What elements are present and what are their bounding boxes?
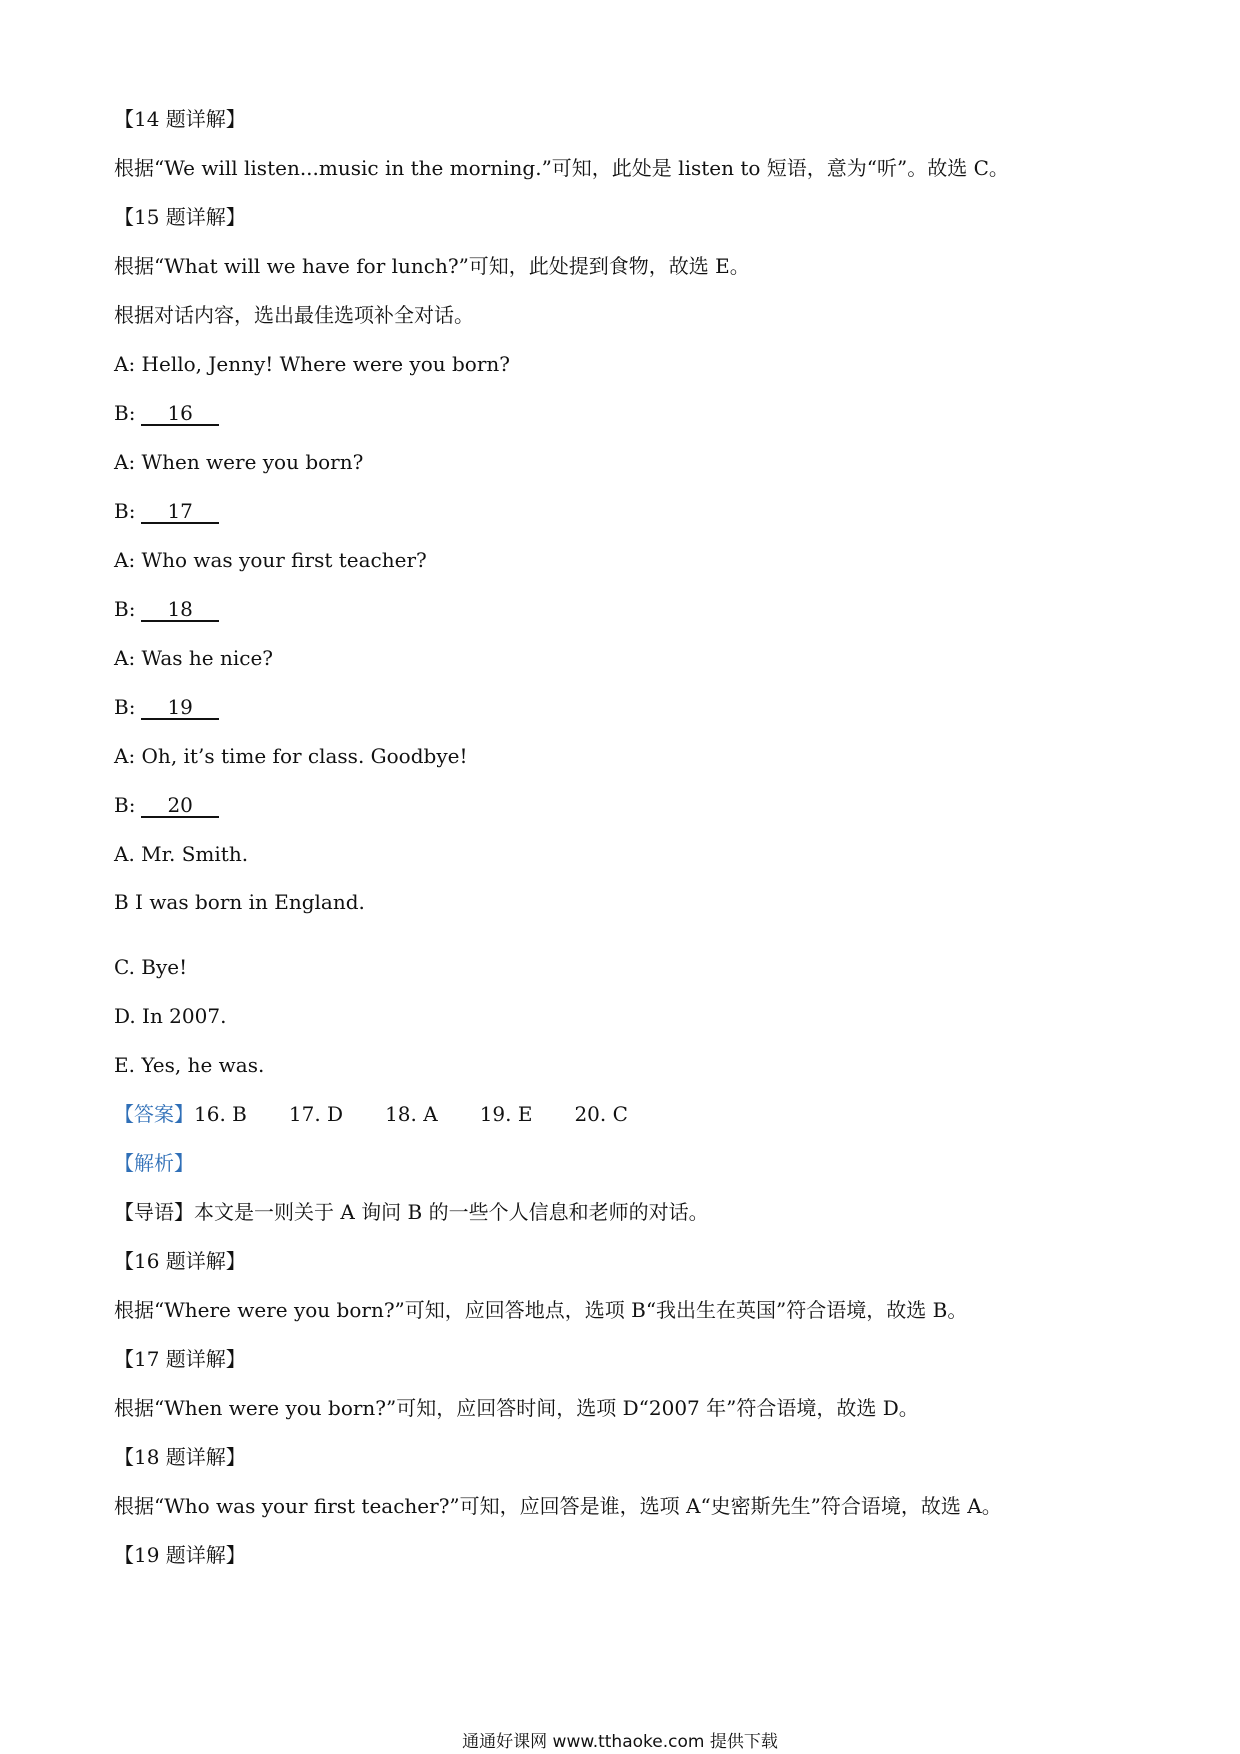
answer-line xyxy=(114,1101,628,1127)
blank-19: 19 xyxy=(141,696,218,720)
dialogue-line-a4: A: Was he nice? xyxy=(114,646,274,670)
q18-explanation: 根据“Who was your first teacher?”可知，应回答是谁，选项 A“史密斯先生”符合语境，故选 A。 xyxy=(114,1494,1002,1518)
dialogue-instruction: 根据对话内容，选出最佳选项补全对话。 xyxy=(114,303,474,327)
speaker-b-label: B: xyxy=(114,597,136,621)
option-e: E. Yes, he was. xyxy=(114,1053,265,1077)
answer-19: 19. E xyxy=(479,1102,533,1126)
q14-heading: 【14 题详解】 xyxy=(114,107,246,131)
dialogue-line-b3 xyxy=(114,596,219,622)
dialogue-line-a3: A: Who was your first teacher? xyxy=(114,548,427,572)
answer-18: 18. A xyxy=(385,1102,438,1126)
dialogue-line-a2: A: When were you born? xyxy=(114,450,364,474)
q17-heading: 【17 题详解】 xyxy=(114,1347,246,1371)
answer-tag: 【答案】 xyxy=(114,1102,194,1126)
option-b: B I was born in England. xyxy=(114,890,365,914)
dialogue-line-a5: A: Oh, it’s time for class. Goodbye! xyxy=(114,744,468,768)
q16-heading: 【16 题详解】 xyxy=(114,1249,246,1273)
blank-20: 20 xyxy=(141,794,218,818)
q14-explanation: 根据“We will listen...music in the morning.”可知，此处是 listen to 短语，意为“听”。故选 C。 xyxy=(114,156,1009,180)
intro-line: 【导语】本文是一则关于 A 询问 B 的一些个人信息和老师的对话。 xyxy=(114,1200,709,1224)
analysis-tag: 【解析】 xyxy=(114,1151,194,1175)
option-c: C. Bye! xyxy=(114,955,188,979)
speaker-b-label: B: xyxy=(114,695,136,719)
answer-20: 20. C xyxy=(574,1102,628,1126)
blank-17: 17 xyxy=(141,500,218,524)
dialogue-line-b5 xyxy=(114,792,219,818)
blank-16: 16 xyxy=(141,402,218,426)
dialogue-line-b4 xyxy=(114,694,219,720)
blank-18: 18 xyxy=(141,598,218,622)
answer-17: 17. D xyxy=(288,1102,344,1126)
speaker-b-label: B: xyxy=(114,401,136,425)
q15-heading: 【15 题详解】 xyxy=(114,205,246,229)
dialogue-line-a1: A: Hello, Jenny! Where were you born? xyxy=(114,352,510,376)
q15-explanation: 根据“What will we have for lunch?”可知，此处提到食物，故选 E。 xyxy=(114,254,750,278)
q18-heading: 【18 题详解】 xyxy=(114,1445,246,1469)
q17-explanation: 根据“When were you born?”可知，应回答时间，选项 D“2007 年”符合语境，故选 D。 xyxy=(114,1396,919,1420)
dialogue-line-b1 xyxy=(114,400,219,426)
speaker-b-label: B: xyxy=(114,499,136,523)
q16-explanation: 根据“Where were you born?”可知，应回答地点，选项 B“我出生在英国”符合语境，故选 B。 xyxy=(114,1298,968,1322)
dialogue-line-b2 xyxy=(114,498,219,524)
option-a: A. Mr. Smith. xyxy=(114,842,249,866)
page-footer: 通通好课网 www.tthaoke.com 提供下载 xyxy=(462,1732,778,1752)
option-d: D. In 2007. xyxy=(114,1004,227,1028)
q19-heading: 【19 题详解】 xyxy=(114,1543,246,1567)
answer-16: 16. B xyxy=(194,1102,247,1126)
speaker-b-label: B: xyxy=(114,793,136,817)
